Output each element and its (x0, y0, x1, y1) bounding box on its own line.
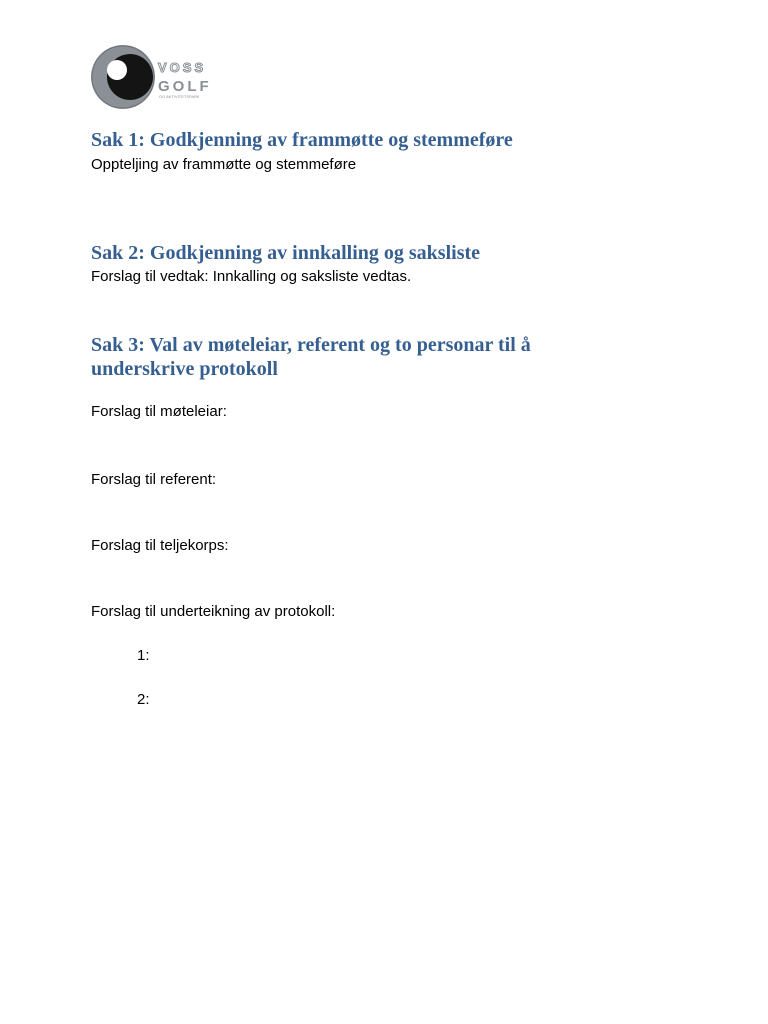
logo-text-tagline: OG AKTIVITETSPARK (159, 94, 200, 99)
proposal-chair: Forslag til møteleiar: (91, 403, 227, 420)
proposal-protocol-signers: Forslag til underteikning av protokoll: (91, 603, 336, 620)
section-1-body: Oppteljing av frammøtte og stemmeføre (91, 156, 357, 173)
section-2-heading: Sak 2: Godkjenning av innkalling og saksliste (91, 242, 481, 264)
proposal-vote-counters: Forslag til teljekorps: (91, 537, 229, 554)
proposal-secretary: Forslag til referent: (91, 471, 217, 488)
logo-text-golf: GOLF (158, 78, 212, 95)
signer-1-label: 1: (137, 647, 150, 664)
voss-golf-logo (90, 44, 224, 110)
signer-2-label: 2: (137, 691, 150, 708)
section-2-body: Forslag til vedtak: Innkalling og saksliste vedtas. (91, 268, 412, 285)
section-3-heading-line-2: underskrive protokoll (91, 358, 278, 380)
section-3-heading-line-1: Sak 3: Val av møteleiar, referent og to personar til å (91, 334, 531, 356)
section-1-heading: Sak 1: Godkjenning av frammøtte og stemmeføre (91, 129, 513, 151)
logo-text-voss: VOSS (158, 60, 207, 75)
